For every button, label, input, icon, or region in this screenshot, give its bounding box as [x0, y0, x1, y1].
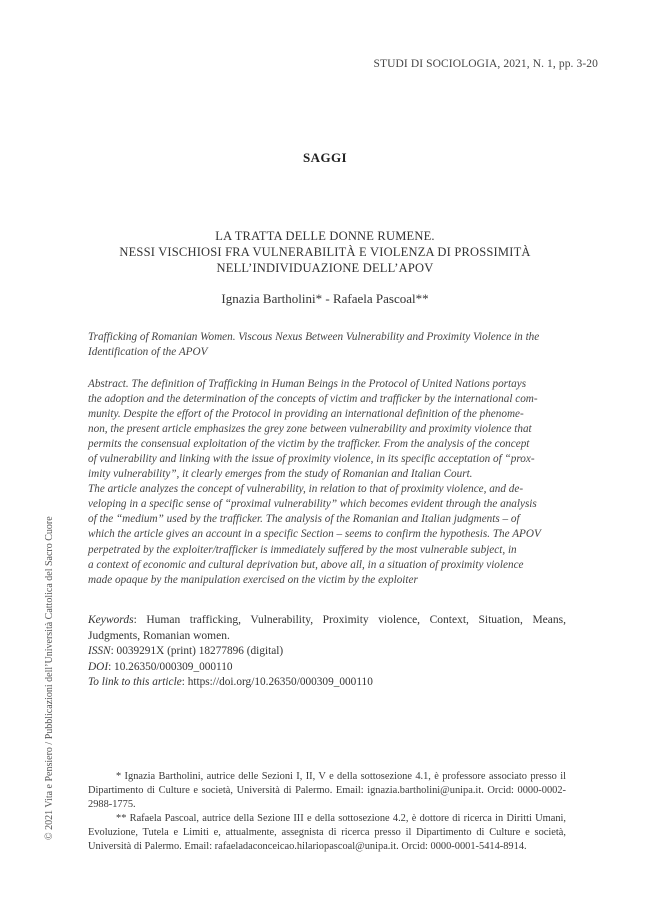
- footnote-1: * Ignazia Bartholini, autrice delle Sezioni I, II, V e della sottosezione 4.1, è professore associato presso il Dipartimento di Culture e società, Università di Palermo. Email: ignazia.bartholini@unipa.it. Orcid: 0000-0002-2988-1775.: [88, 771, 566, 810]
- keywords-text: : Human trafficking, Vulnerability, Proximity violence, Context, Situation, Means, Judgments, Romanian women.: [88, 614, 566, 642]
- abstract-line: of the “medium” used by the trafficker. The analysis of the Romanian and Italian judgments – of: [88, 513, 520, 526]
- abstract-line: which the article gives an account in a specific Section – seems to confirm the hypothesis. The APOV: [88, 528, 541, 541]
- keywords-label: Keywords: [88, 614, 134, 626]
- issn-label: ISSN: [88, 645, 111, 657]
- abstract-line: imity vulnerability”, it clearly emerges from the study of Romanian and Italian Court.: [88, 468, 473, 481]
- section-heading: SAGGI: [303, 150, 347, 165]
- article-title: [60, 228, 590, 276]
- link-line: [88, 675, 566, 691]
- title-line: NESSI VISCHIOSI FRA VULNERABILITÀ E VIOLENZA DI PROSSIMITÀ: [119, 245, 531, 259]
- abstract-line: a context of economic and cultural deprivation but, above all, in a situation of proximity violence: [88, 558, 524, 571]
- doi-label: DOI: [88, 660, 109, 673]
- abstract-line: of vulnerability and linking with the issue of proximity violence, in its specific acceptation of “prox-: [88, 453, 535, 466]
- abstract: [88, 377, 566, 588]
- abstract-line: the adoption and the determination of the concepts of victim and trafficker by the international com-: [88, 393, 538, 406]
- keywords: [88, 612, 566, 644]
- title-line: NELL’INDIVIDUAZIONE DELL’APOV: [216, 261, 434, 275]
- copyright-sidebar: © 2021 Vita e Pensiero / Pubblicazioni dell’Università Cattolica del Sacro Cuore: [44, 516, 55, 840]
- doi-value: : 10.26350/000309_000110: [108, 660, 233, 673]
- abstract-line: permits the consensual exploitation of the victim by the trafficker. From the analysis of the concept: [88, 438, 530, 451]
- title-line: LA TRATTA DELLE DONNE RUMENE.: [215, 229, 435, 243]
- abstract-line: non, the present article emphasizes the grey zone between vulnerability and proximity violence that: [88, 423, 532, 436]
- journal-header: STUDI DI SOCIOLOGIA, 2021, N. 1, pp. 3-20: [373, 58, 598, 70]
- abstract-line: munity. Despite the effort of the Protocol in providing an international definition of the phenome-: [88, 408, 524, 421]
- abstract-line: perpetrated by the exploiter/trafficker is immediately suffered by the most vulnerable subject, in: [88, 543, 517, 556]
- abstract-line: veloping in a specific sense of “proximal vulnerability” which becomes evident through the analysis: [88, 498, 537, 511]
- abstract-line: made opaque by the manipulation exercised on the victim by the exploiter: [88, 573, 418, 586]
- abstract-line: The article analyzes the concept of vulnerability, in relation to that of proximity violence, and de-: [88, 483, 524, 496]
- doi-line: [88, 660, 566, 676]
- article-metadata: [88, 644, 566, 691]
- english-title: Trafficking of Romanian Women. Viscous Nexus Between Vulnerability and Proximity Violence in the Identification of the APOV: [88, 331, 540, 358]
- footnote-2: ** Rafaela Pascoal, autrice della Sezione III e della sottosezione 4.2, è dottore di ricerca in Diritti Umani, Evoluzione, Tutela e Limiti e, attualmente, assegnista di ricerca presso il Dipartimento di Culture e società, Università di Palermo. Email: rafaeladaconceicao.hilariopascoal@unipa.it. Orcid: 0000-0001-5414-8914.: [88, 812, 566, 852]
- abstract-line: Abstract. The definition of Trafficking in Human Beings in the Protocol of United Nations portays: [88, 378, 527, 390]
- issn-line: [88, 644, 566, 660]
- link-value[interactable]: : https://doi.org/10.26350/000309_000110: [181, 676, 373, 688]
- issn-value: : 0039291X (print) 18277896 (digital): [110, 645, 284, 657]
- link-label: To link to this article: [88, 676, 182, 688]
- authors: Ignazia Bartholini* - Rafaela Pascoal**: [221, 291, 429, 306]
- footnotes: [88, 770, 566, 853]
